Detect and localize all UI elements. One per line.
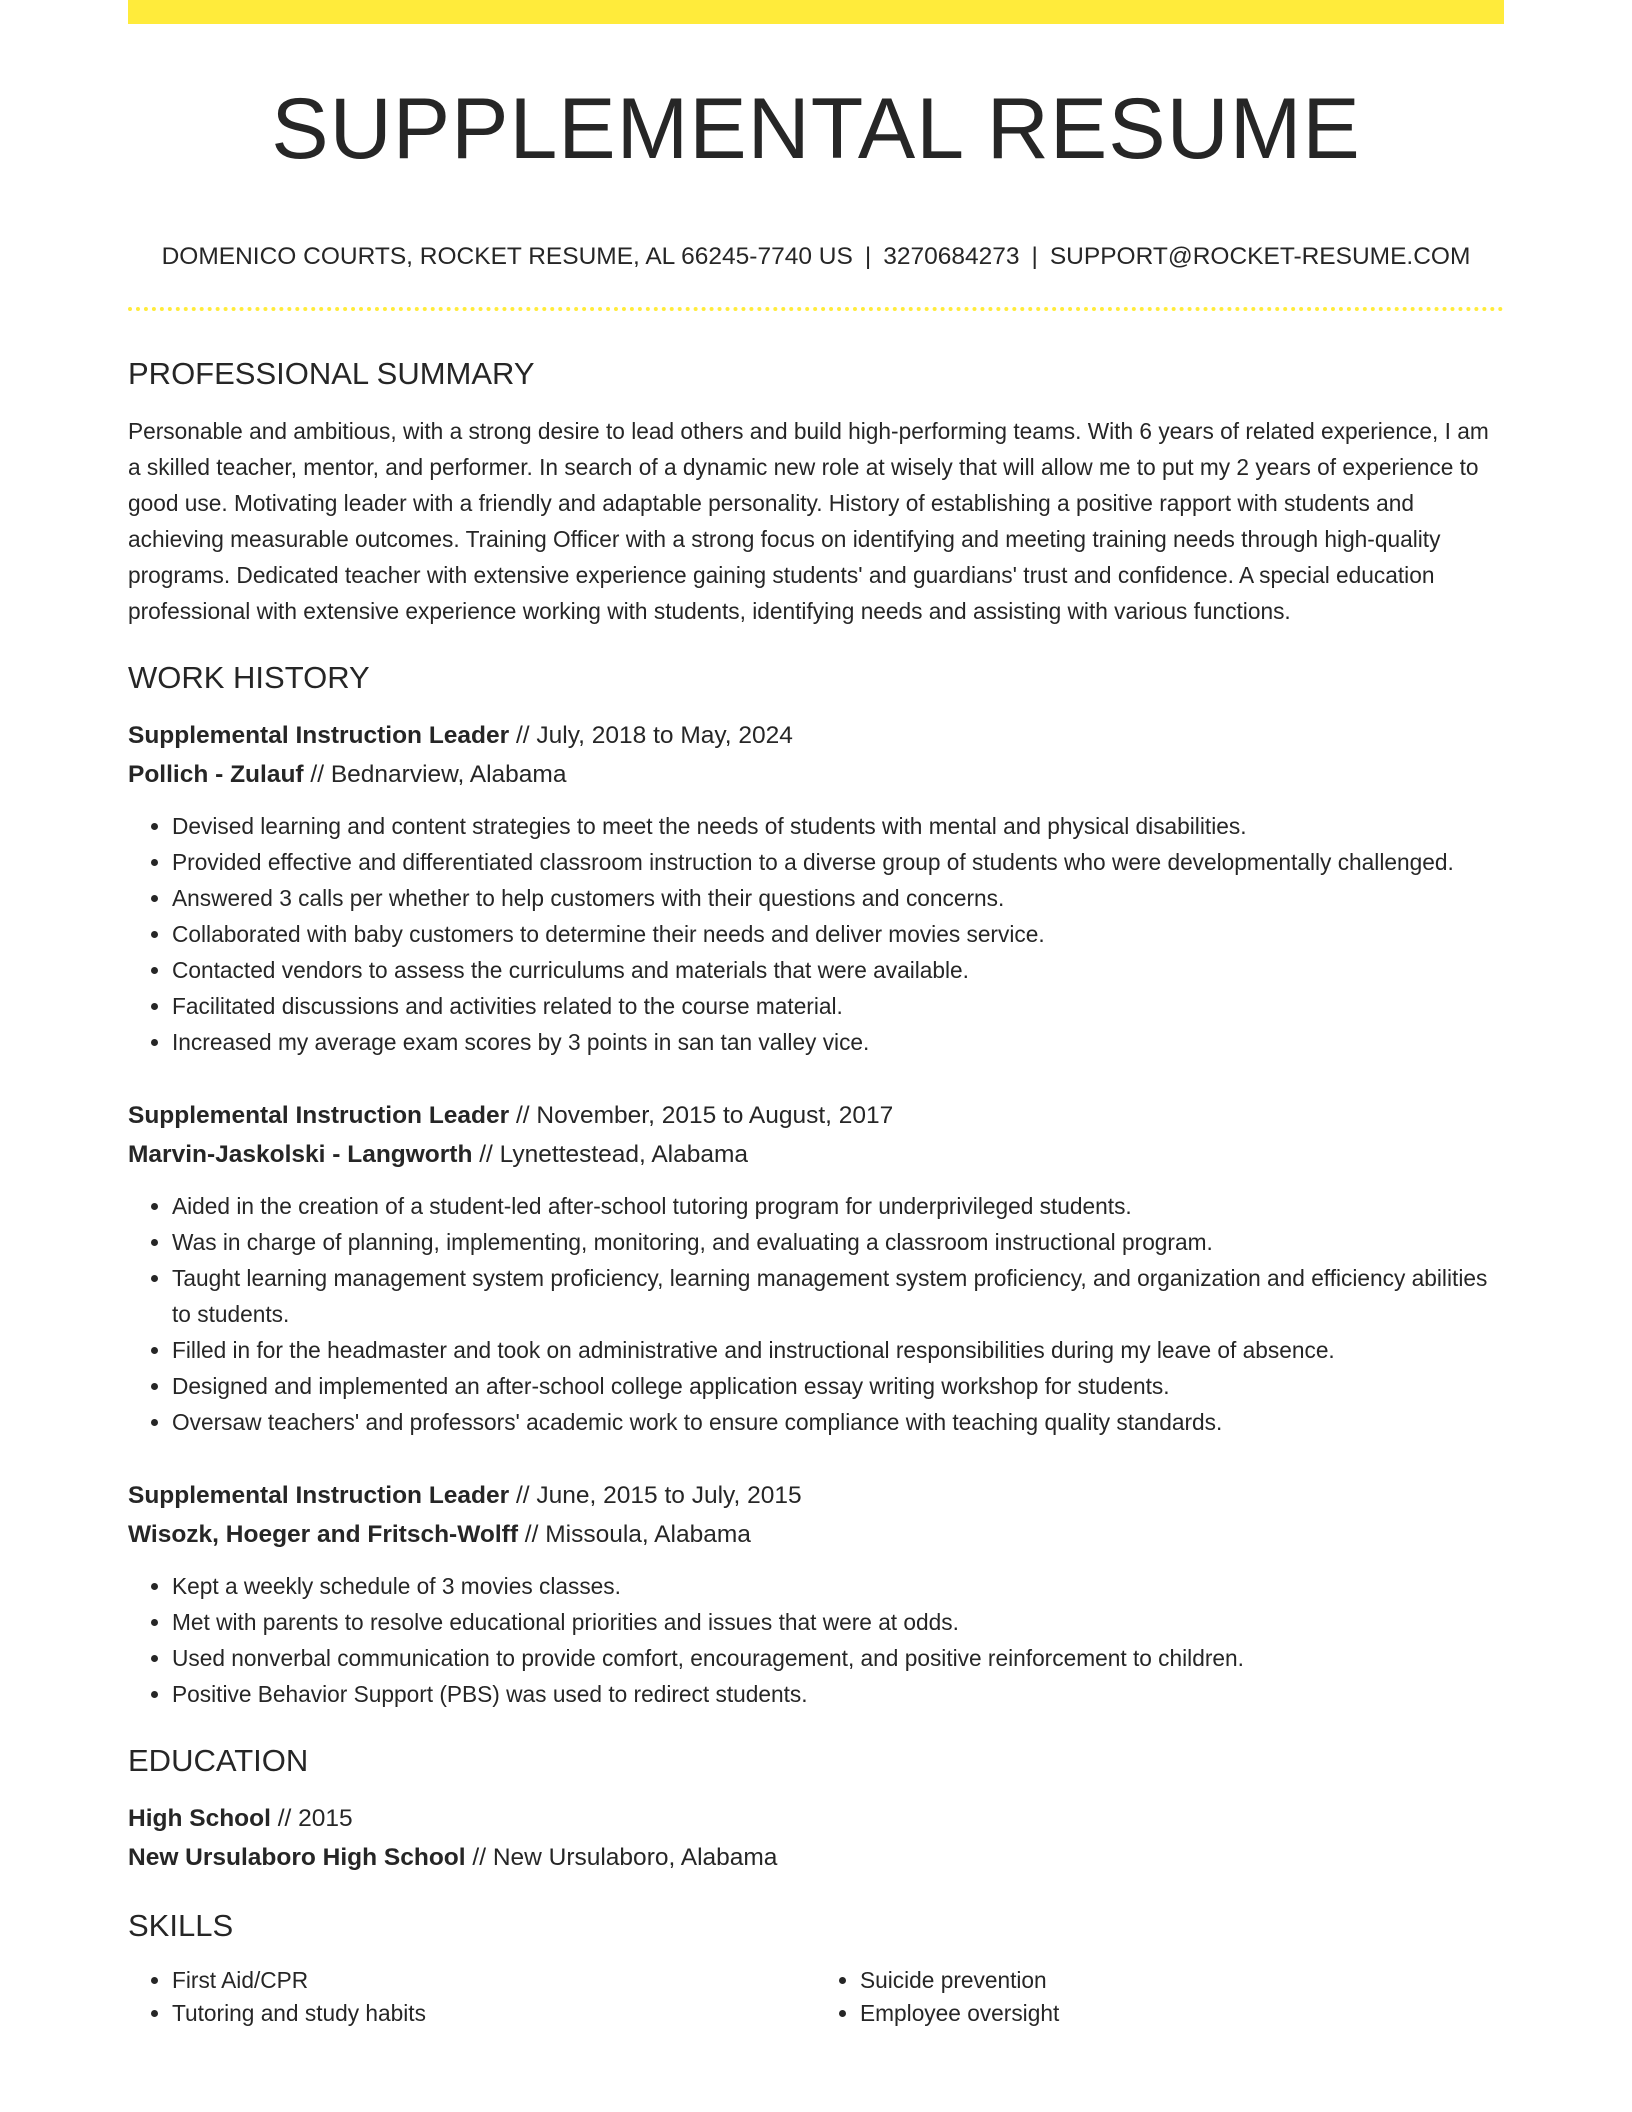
contact-separator: | [864, 243, 872, 270]
work-history-heading: WORK HISTORY [128, 659, 370, 695]
contact-line [128, 242, 1504, 271]
job-employer-line [128, 1515, 1504, 1554]
job-dates: // November, 2015 to August, 2017 [509, 1101, 894, 1129]
education-school-line [128, 1838, 1504, 1877]
skill-item: • Employee oversight [860, 1997, 1504, 2030]
job-bullet: • Kept a weekly schedule of 3 movies classes. [172, 1568, 1504, 1604]
job-dates: // June, 2015 to July, 2015 [509, 1481, 802, 1509]
job-location: // Missoula, Alabama [518, 1520, 751, 1548]
job-bullet: • Oversaw teachers' and professors' academic work to ensure compliance with teaching quality standards. [172, 1404, 1504, 1440]
skill-item: • Tutoring and study habits [172, 1997, 816, 2030]
summary-text: Personable and ambitious, with a strong desire to lead others and build high-performing teams. With 6 years of related experience, I am a skilled teacher, mentor, and performer. In search of a dynamic new role at wisely that will allow me to put my 2 years of experience to good use. Motivating leader with a friendly and adaptable personality. History of establishing a positive rapport with students and achieving measurable outcomes. Training Officer with a strong focus on identifying and meeting training needs through high-quality programs. Dedicated teacher with extensive experience gaining students' and guardians' trust and confidence. A special education professional with extensive experience working with students, identifying needs and assisting with various functions. [128, 417, 1489, 624]
job-location: // Lynettestead, Alabama [472, 1140, 749, 1168]
job-bullet: • Aided in the creation of a student-led after-school tutoring program for underprivileged students. [172, 1188, 1504, 1224]
contact-separator: | [1031, 243, 1038, 270]
job-bullet: • Met with parents to resolve educational priorities and issues that were at odds. [172, 1604, 1504, 1640]
job-employer: Pollich - Zulauf [128, 760, 304, 788]
skills-heading: SKILLS [128, 1907, 234, 1943]
job-entry [128, 1476, 1504, 1712]
job-bullets [128, 1568, 1504, 1712]
education-school: New Ursulaboro High School [128, 1843, 466, 1871]
contact-email: SUPPORT@ROCKET-RESUME.COM [1049, 243, 1471, 270]
job-entry [128, 1096, 1504, 1440]
top-accent-bar [128, 0, 1504, 24]
job-title-line [128, 1476, 1504, 1515]
job-bullet: • Filled in for the headmaster and took on administrative and instructional responsibilities during my leave of absence. [172, 1332, 1504, 1368]
job-title-line [128, 716, 1504, 755]
job-bullet: • Devised learning and content strategies to meet the needs of students with mental and physical disabilities. [172, 808, 1504, 844]
skills-column-right [816, 1964, 1504, 2030]
job-bullet: • Answered 3 calls per whether to help customers with their questions and concerns. [172, 880, 1504, 916]
job-bullet: • Taught learning management system proficiency, learning management system proficiency, and organization and efficiency abilities to students. [172, 1260, 1504, 1332]
job-title: Supplemental Instruction Leader [128, 1101, 510, 1129]
job-bullets [128, 1188, 1504, 1440]
skills-column-left [128, 1964, 816, 2030]
job-employer-line [128, 755, 1504, 794]
job-bullet: • Designed and implemented an after-school college application essay writing workshop for students. [172, 1368, 1504, 1404]
job-title-line [128, 1096, 1504, 1135]
job-bullet: • Contacted vendors to assess the curriculums and materials that were available. [172, 952, 1504, 988]
job-title: Supplemental Instruction Leader [128, 721, 510, 749]
skill-item: • Suicide prevention [860, 1964, 1504, 1997]
education-degree: High School [128, 1804, 271, 1832]
job-dates: // July, 2018 to May, 2024 [509, 721, 793, 749]
job-bullet: • Positive Behavior Support (PBS) was used to redirect students. [172, 1676, 1504, 1712]
job-bullet: • Used nonverbal communication to provide comfort, encouragement, and positive reinforcement to children. [172, 1640, 1504, 1676]
job-bullet: • Increased my average exam scores by 3 points in san tan valley vice. [172, 1024, 1504, 1060]
job-employer: Marvin-Jaskolski - Langworth [128, 1140, 473, 1168]
job-location: // Bednarview, Alabama [303, 760, 567, 788]
job-bullet: • Provided effective and differentiated classroom instruction to a diverse group of students who were developmentally challenged. [172, 844, 1504, 880]
education-year: // 2015 [270, 1804, 353, 1832]
job-employer: Wisozk, Hoeger and Fritsch-Wolff [128, 1520, 518, 1548]
header-divider [128, 307, 1504, 311]
education-heading: EDUCATION [128, 1742, 309, 1778]
job-title: Supplemental Instruction Leader [128, 1481, 510, 1509]
skill-item: • First Aid/CPR [172, 1964, 816, 1997]
job-bullet: • Collaborated with baby customers to determine their needs and deliver movies service. [172, 916, 1504, 952]
skills-list [128, 1964, 1504, 2030]
job-employer-line [128, 1135, 1504, 1174]
job-bullet: • Was in charge of planning, implementing, monitoring, and evaluating a classroom instructional program. [172, 1224, 1504, 1260]
page-title: SUPPLEMENTAL RESUME [271, 81, 1361, 177]
job-bullets [128, 808, 1504, 1060]
resume-page [128, 0, 1504, 2030]
contact-phone: 3270684273 [883, 243, 1020, 270]
job-entry [128, 716, 1504, 1060]
education-location: // New Ursulaboro, Alabama [465, 1843, 778, 1871]
job-bullet: • Facilitated discussions and activities related to the course material. [172, 988, 1504, 1024]
contact-address: DOMENICO COURTS, ROCKET RESUME, AL 66245-7740 US [161, 243, 853, 270]
education-degree-line [128, 1799, 1504, 1838]
summary-heading: PROFESSIONAL SUMMARY [128, 356, 535, 392]
